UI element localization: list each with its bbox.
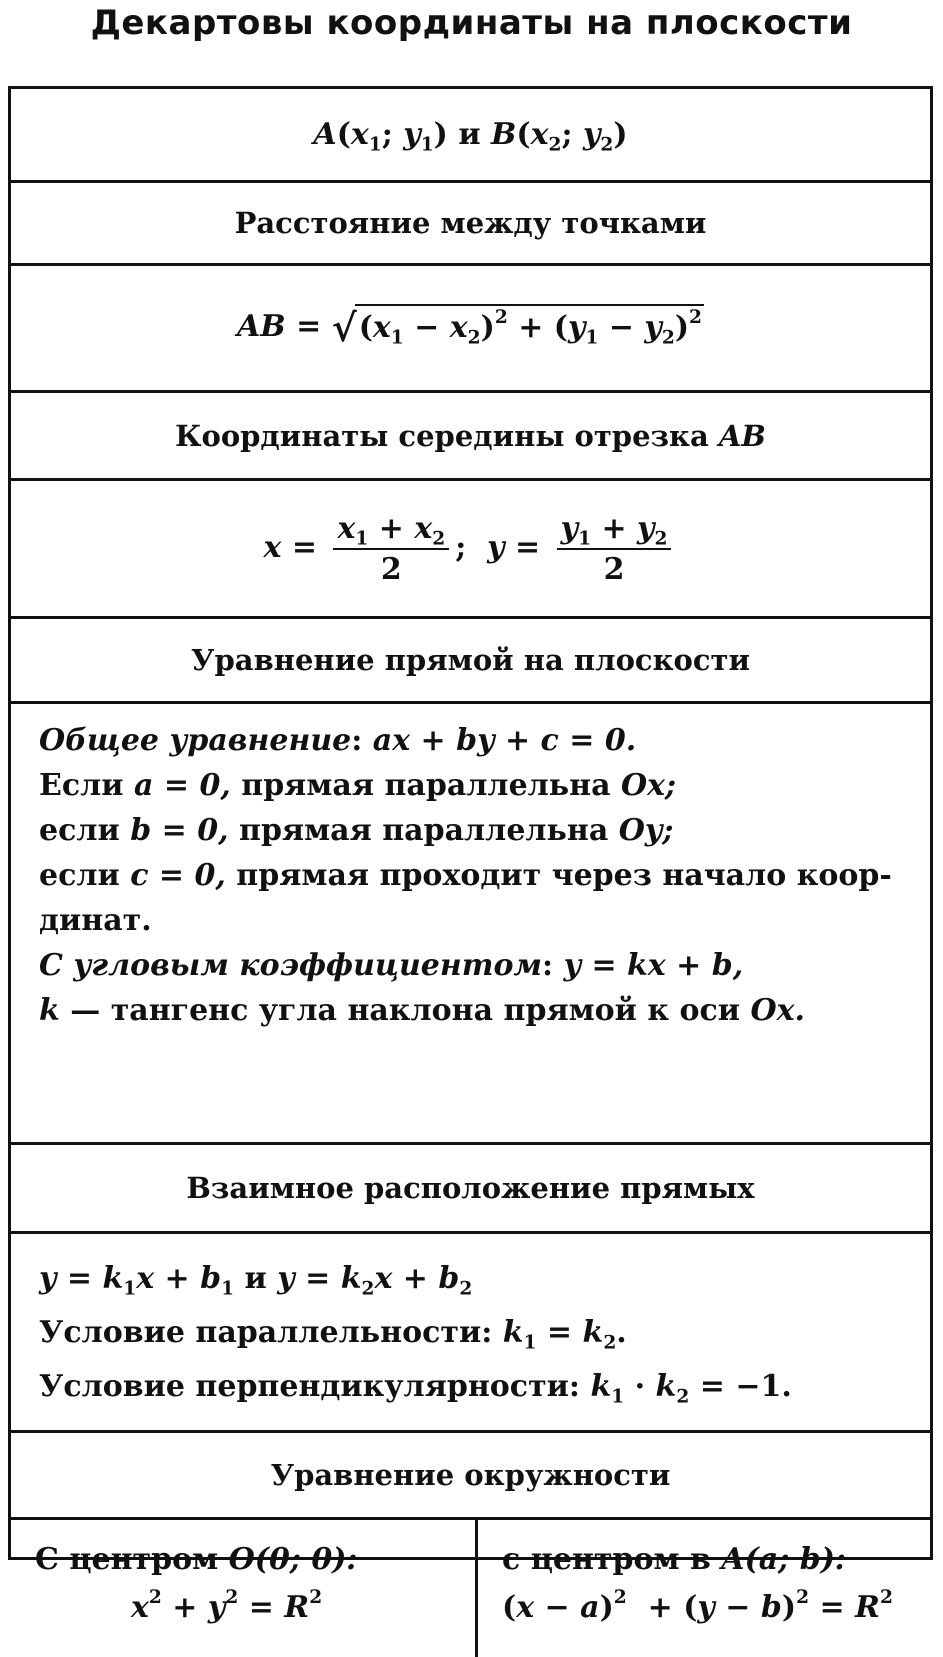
circle-origin-cell: [11, 1520, 478, 1657]
general-equation-line: Общее уравнение: ax + by + c = 0.: [39, 723, 637, 758]
line-equation-header-text: Уравнение прямой на плоскости: [191, 643, 750, 677]
distance-header: [11, 183, 930, 266]
two-lines-equations: $y = k_1x + b_1$ и $y = k_2x + b_2$: [39, 1261, 473, 1300]
page-title: Декартовы координаты на плоскости: [90, 3, 853, 43]
mutual-position-header-text: Взаимное расположение прямых: [186, 1171, 755, 1205]
circle-center-a-label: с центром в A(a; b):: [502, 1542, 846, 1577]
distance-header-text: Расстояние между точками: [234, 206, 707, 240]
distance-formula-row: [11, 266, 930, 393]
c-zero-line: если c = 0, прямая проходит через начало коор-: [39, 858, 892, 893]
segment-label: AB: [718, 418, 766, 453]
mutual-position-body: [11, 1234, 930, 1433]
line-equation-header: [11, 619, 930, 704]
parallel-condition: Условие параллельности: $k_1 = k_2$.: [39, 1315, 627, 1354]
circle-body: [11, 1520, 930, 1657]
c-zero-line-cont: динат.: [39, 903, 152, 938]
square-root: √ $(x_1 - x_2)^2 + (y_1 - y_2)^2$: [331, 305, 702, 350]
circle-origin-label: С центром O(0; 0):: [35, 1542, 358, 1577]
midpoint-formula-row: [11, 481, 930, 619]
midpoint-header-text: Координаты середины отрезка: [175, 418, 709, 453]
circle-header: [11, 1433, 930, 1520]
circle-header-text: Уравнение окружности: [270, 1458, 671, 1492]
circle-center-a-equation: $(x - a)^2 + (y - b)^2 = R^2$: [502, 1587, 893, 1625]
formula-table: [8, 86, 933, 1625]
mutual-position-header: [11, 1145, 930, 1234]
points-formula: $A(x_1$; $y_1$) и $B(x_2$; $y_2$): [313, 117, 628, 156]
circle-center-a-cell: [478, 1520, 930, 1657]
line-equation-body: [11, 704, 930, 1145]
a-zero-line: Если a = 0, прямая параллельна Ox;: [39, 768, 677, 803]
tangent-line: k — тангенс угла наклона прямой к оси Ox.: [39, 993, 805, 1028]
slope-equation-line: С угловым коэффициентом: y = kx + b,: [39, 948, 744, 983]
conjunction: и: [458, 117, 481, 152]
b-zero-line: если b = 0, прямая параллельна Oy;: [39, 813, 674, 848]
midpoint-formula: x = $\frac{x_1 + x_2}{2}$ ; y = $\frac{y_1 + y_2}{2}$: [264, 511, 678, 587]
points-row: [11, 89, 930, 183]
distance-formula: AB = √ $(x_1 - x_2)^2 + (y_1 - y_2)^2$: [237, 305, 702, 350]
midpoint-header: [11, 393, 930, 481]
perpendicular-condition: Условие перпендикулярности: $k_1 \cdot k_2 = -1$.: [39, 1369, 792, 1408]
circle-origin-equation: $x^2 + y^2 = R^2$: [131, 1587, 323, 1625]
